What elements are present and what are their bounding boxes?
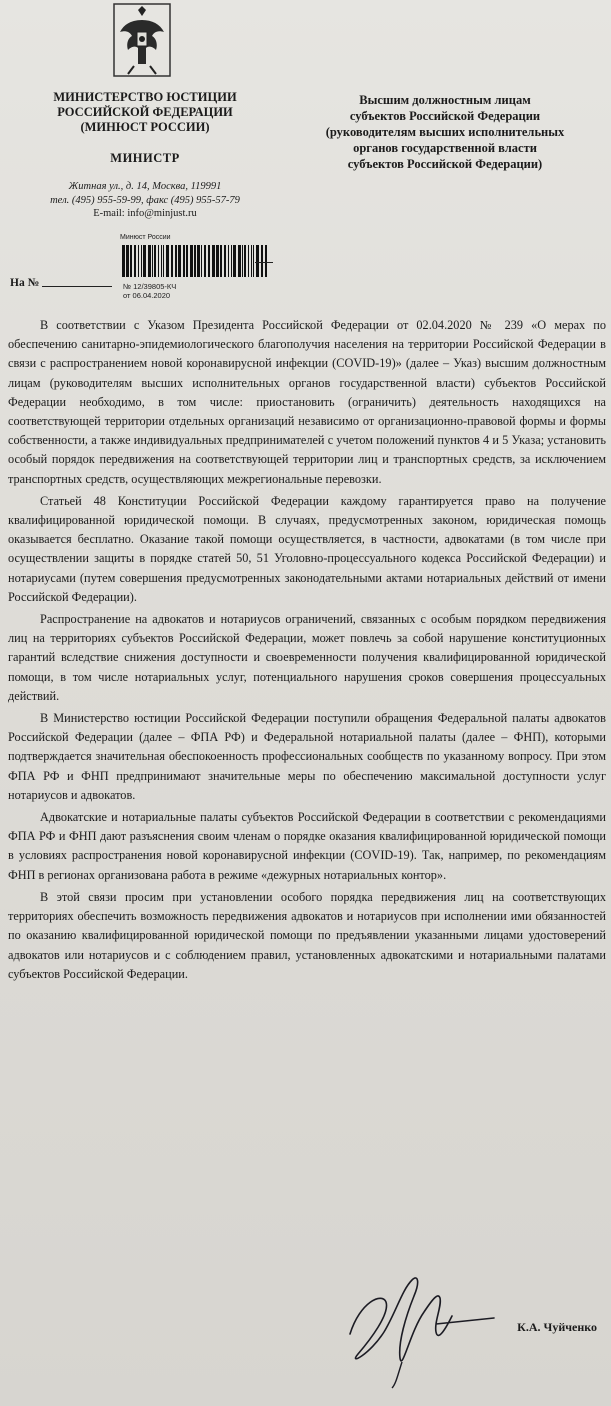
paragraph-2: Статьей 48 Конституции Российской Федерации каждому гарантируется право на получение квалифицированной юридической помощи. В случаях, предусмотренных законом, юридическая помощь оказывается бесплатно. Оказание такой помощи осуществляется, в частности, адвокатами (в том числе при осуществлении защиты в порядке статей 50, 51 Уголовно-процессуального кодекса Российской Федерации) и нотариусами (путем совершения предусмотренных законодательными актами нотариальных действий от имени Российской Федерации). xyxy=(8,493,606,604)
barcode-bar xyxy=(138,245,139,277)
reference-label: На № xyxy=(10,277,40,289)
minister-title: МИНИСТР xyxy=(110,151,180,165)
email-line: E-mail: info@minjust.ru xyxy=(93,208,197,219)
barcode-bar xyxy=(122,245,125,277)
barcode-bar xyxy=(251,245,252,277)
barcode-bar xyxy=(197,245,200,277)
ministry-line1: МИНИСТЕРСТВО ЮСТИЦИИ xyxy=(53,90,237,104)
signature-icon xyxy=(340,1262,500,1390)
barcode-bar xyxy=(130,245,132,277)
recipient-line3: (руководителям высших исполнительных xyxy=(325,125,565,139)
barcode-bar xyxy=(166,245,169,277)
barcode-bar xyxy=(224,245,226,277)
registration-date: от 06.04.2020 xyxy=(123,291,171,300)
barcode-bar xyxy=(178,245,181,277)
barcode-bar xyxy=(233,245,236,277)
ministry-address xyxy=(30,180,260,221)
barcode-bar xyxy=(171,245,173,277)
barcode-bar xyxy=(220,245,222,277)
barcode-bar xyxy=(143,245,146,277)
barcode-bar xyxy=(228,245,229,277)
reference-field xyxy=(10,277,112,289)
barcode-bar xyxy=(175,245,177,277)
paragraph-4: В Министерство юстиции Российской Федерации поступили обращения Федеральной палаты адвокатов Российской Федерации (далее – ФПА РФ) и Федеральной нотариальной палаты (далее – ФНП), которыми подтверждается значительная обеспокоенность профессиональных сообществ по указанному вопросу. При этом ФПА РФ и ФНП предпринимают значительные меры по обеспечению максимальной доступности услуг нотариусов и адвокатов. xyxy=(8,711,606,802)
barcode-bar xyxy=(190,245,193,277)
reference-line xyxy=(42,286,112,287)
barcode-bar xyxy=(261,245,263,277)
paragraph-1: В соответствии с Указом Президента Российской Федерации от 02.04.2020 № 239 «О мерах по обеспечению санитарно-эпидемиологического благополучия населения на территории Российской Федерации в связи с распространением новой коронавирусной инфекции (COVID-19)» (далее – Указ) высшим должностным лицам (руководителям высших исполнительных органов государственной власти) субъектов Российской Федерации необходимо, в том числе: приостановить (ограничить) деятельность находящихся на соответствующей территории отдельных организаций независимо от организационно-правовой формы и формы собственности, а также индивидуальных предпринимателей с учетом положений пунктов 4 и 5 Указа; установить особый порядок передвижения на соответствующей территории лиц и транспортных средств, за исключением транспортных средств, осуществляющих межрегиональные перевозки. xyxy=(8,318,606,486)
barcode-bar xyxy=(126,245,129,277)
address-line1: Житная ул., д. 14, Москва, 119991 xyxy=(68,181,222,192)
recipient-line2: субъектов Российской Федерации xyxy=(349,109,541,123)
barcode-bar xyxy=(158,245,159,277)
barcode-bar xyxy=(256,245,259,277)
paragraph-3: Распространение на адвокатов и нотариусов ограничений, связанных с особым порядком передвижения лиц на территориях субъектов Российской Федерации, может повлечь за собой нарушение конституционных гарантий вследствие снижения доступности и своевременности получения квалифицированной юридической помощи, в том числе нотариальных услуг, потенциального нарушения сроков совершения процессуальных действий. xyxy=(8,612,606,703)
barcode-bar xyxy=(194,245,196,277)
paragraph-5: Адвокатские и нотариальные палаты субъектов Российской Федерации в соответствии с рекомендациями ФПА РФ и ФНП дают разъяснения своим членам о порядке оказания квалифицированной юридической помощи в условиях распространения новой коронавирусной инфекции (COVID-19). Так, например, по рекомендациям ФНП в регионах организована работа в режиме «дежурных нотариальных контор». xyxy=(8,810,606,882)
ministry-name xyxy=(30,90,260,135)
barcode-bar xyxy=(253,245,254,277)
barcode-bar xyxy=(148,245,151,277)
letter-body xyxy=(8,316,606,987)
barcode-bar xyxy=(154,245,156,277)
recipient-line5: субъектов Российской Федерации) xyxy=(347,157,543,171)
barcode-bar xyxy=(161,245,162,277)
barcode-bar xyxy=(242,245,243,277)
barcode-bar xyxy=(163,245,164,277)
barcode-bar xyxy=(134,245,136,277)
paragraph-6: В этой связи просим при установлении особого порядка передвижения лиц на соответствующих территориях обеспечить возможность передвижения адвокатов и нотариусов при исполнении ими обязанностей по оказанию квалифицированной юридической помощи по предъявлении указанными лицами удостоверений адвокатов или нотариусов и с соблюдением правил, установленных адвокатскими и нотариальными палатами субъектов Российской Федерации. xyxy=(8,889,606,981)
barcode-bar xyxy=(208,245,210,277)
ministry-line3: (МИНЮСТ РОССИИ) xyxy=(80,120,210,134)
recipient-block xyxy=(300,92,590,172)
recipient-line4: органов государственной власти xyxy=(353,141,537,155)
registration-number-text: № 12/39805-КЧ xyxy=(123,282,177,291)
barcode-bar xyxy=(204,245,206,277)
barcode-bar xyxy=(212,245,215,277)
barcode-bar xyxy=(265,245,267,277)
barcode-bar xyxy=(186,245,188,277)
barcode-bar xyxy=(183,245,185,277)
barcode-bar xyxy=(248,245,249,277)
registration-number xyxy=(123,282,176,300)
ministry-line2: РОССИЙСКОЙ ФЕДЕРАЦИИ xyxy=(57,105,233,119)
barcode-bar xyxy=(141,245,142,277)
address-line2: тел. (495) 955-59-99, факс (495) 955-57-79 xyxy=(50,194,240,206)
barcode-bar xyxy=(216,245,219,277)
barcode-bar xyxy=(152,245,153,277)
coat-of-arms-icon xyxy=(112,2,172,78)
stamp-label: Минюст России xyxy=(120,234,171,241)
barcode-bar xyxy=(231,245,232,277)
signer-name: К.А. Чуйченко xyxy=(517,1320,597,1334)
barcode-bar xyxy=(244,245,246,277)
recipient-line1: Высшим должностным лицам xyxy=(359,93,531,107)
barcode-icon xyxy=(120,244,270,278)
barcode-bar xyxy=(238,245,241,277)
barcode-bar xyxy=(201,245,202,277)
date-line xyxy=(255,262,273,263)
